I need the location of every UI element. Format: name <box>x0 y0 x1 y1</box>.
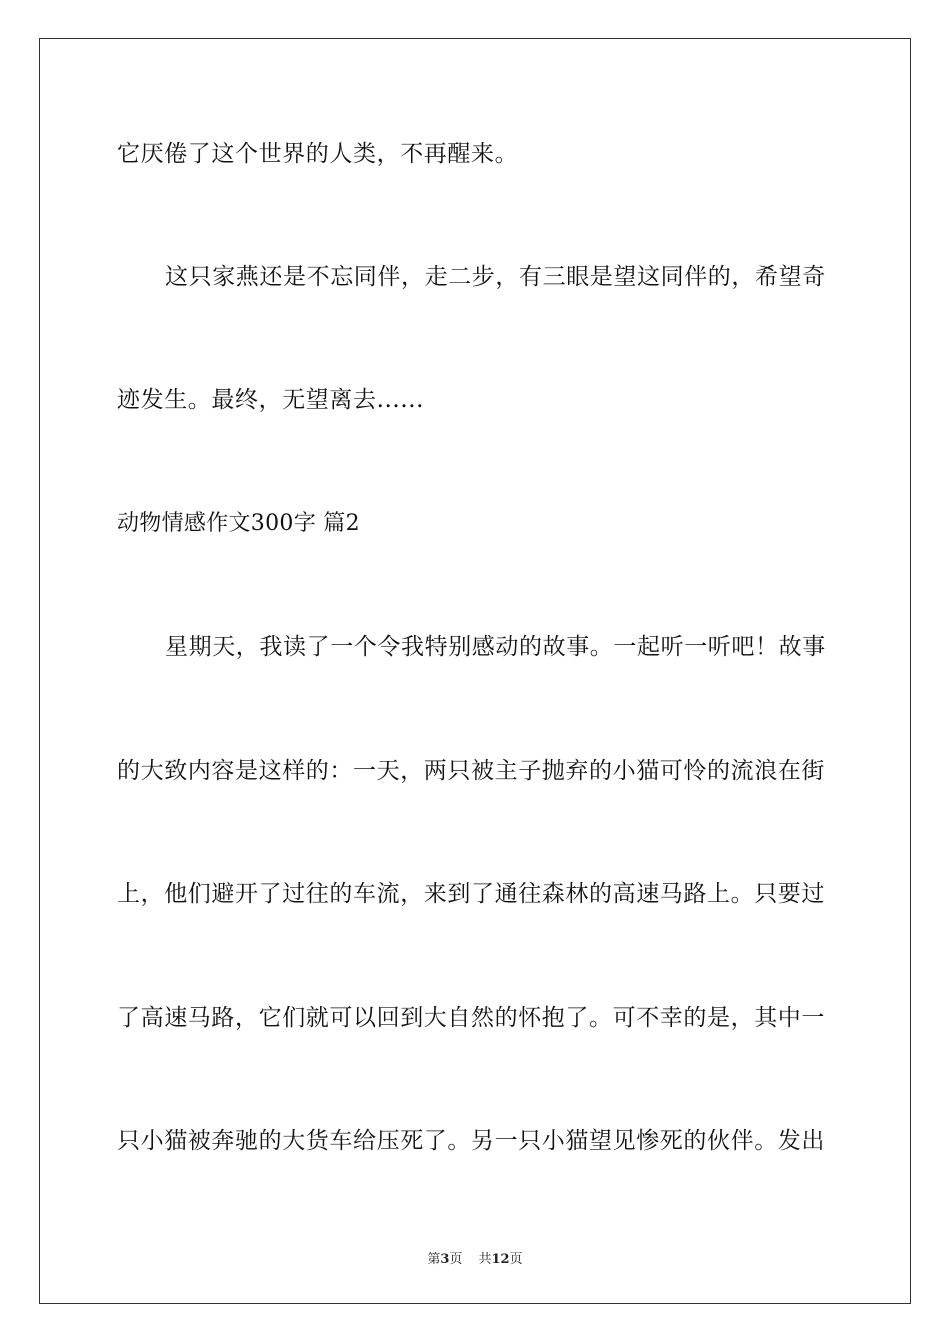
total-suffix: 页 <box>509 1252 523 1267</box>
paragraph-line: 的大致内容是这样的：一天，两只被主子抛弃的小猫可怜的流浪在街 <box>117 758 825 784</box>
page-suffix: 页 <box>449 1252 463 1267</box>
page-footer <box>0 1248 950 1267</box>
paragraph-line: 只小猫被奔驰的大货车给压死了。另一只小猫望见惨死的伙伴。发出 <box>117 1128 825 1154</box>
paragraph-line: 它厌倦了这个世界的人类，不再醒来。 <box>117 141 519 167</box>
page-border <box>39 38 911 1304</box>
total-page-count: 12 <box>491 1252 510 1267</box>
paragraph-line: 了高速马路，它们就可以回到大自然的怀抱了。可不幸的是，其中一 <box>117 1005 825 1031</box>
section-heading: 动物情感作文300字 篇2 <box>117 511 360 536</box>
paragraph-line: 星期天，我读了一个令我特别感动的故事。一起听一听吧！故事 <box>165 634 826 660</box>
current-page-number: 3 <box>440 1252 450 1267</box>
page-prefix: 第 <box>427 1252 441 1267</box>
paragraph-line: 这只家燕还是不忘同伴，走二步，有三眼是望这同伴的，希望奇 <box>165 264 826 290</box>
paragraph-line: 上，他们避开了过往的车流，来到了通往森林的高速马路上。只要过 <box>117 881 825 907</box>
total-prefix: 共 <box>478 1252 492 1267</box>
paragraph-line: 迹发生。最终，无望离去...... <box>117 387 425 413</box>
